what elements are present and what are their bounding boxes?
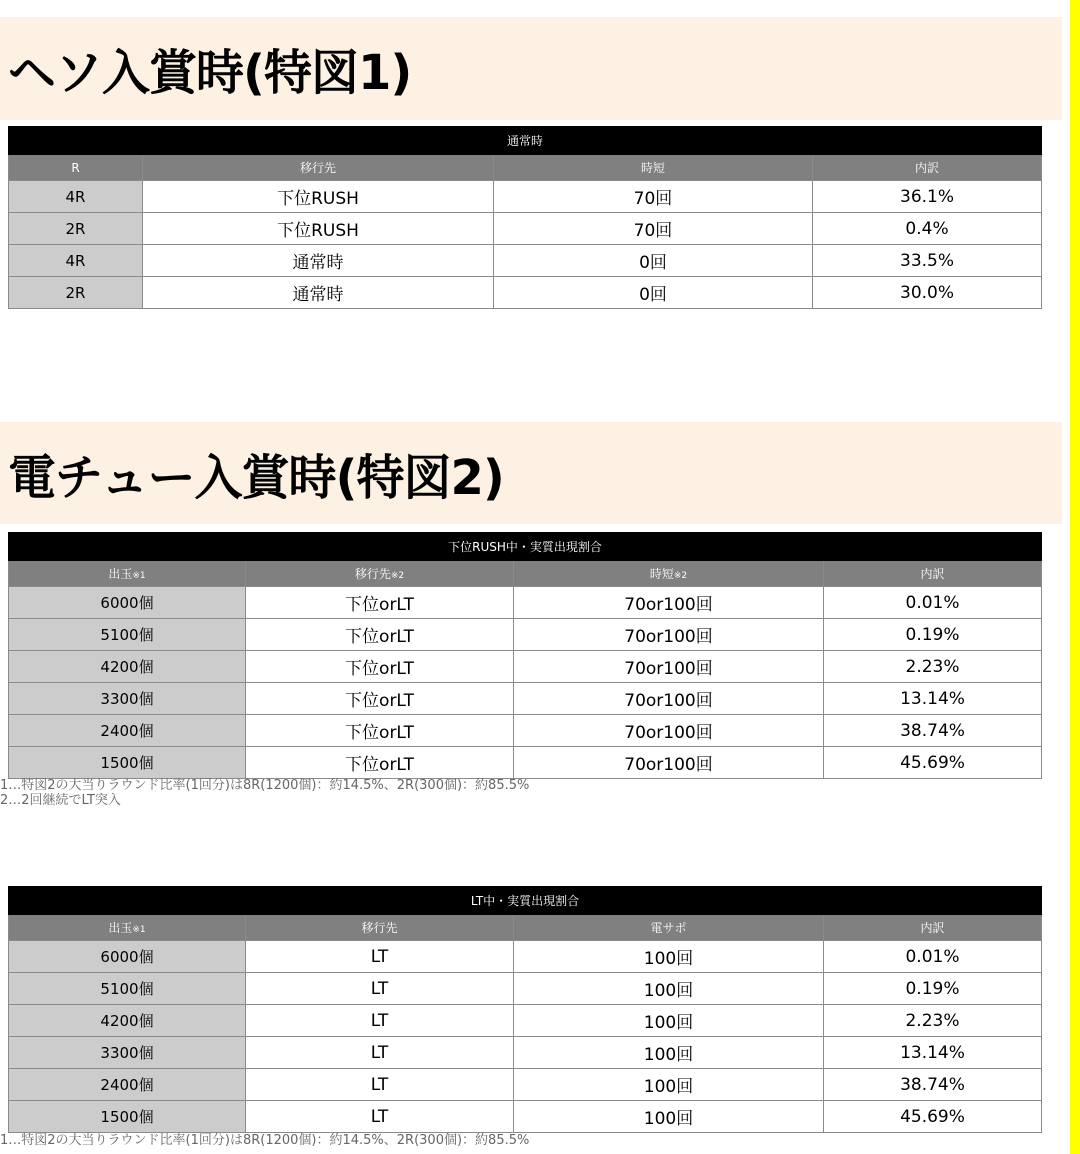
- table-cell: 0.01%: [824, 941, 1042, 973]
- table-cell: LT: [246, 973, 514, 1005]
- table-row: [9, 245, 1042, 277]
- table-cell: 100回: [514, 973, 824, 1005]
- table-cell: 6000個: [9, 941, 246, 973]
- table-row: [9, 1037, 1042, 1069]
- section2-heading: 電チュー入賞時(特図2): [0, 422, 1062, 524]
- lt-table: [8, 886, 1042, 1133]
- rush-table: [8, 532, 1042, 779]
- table-row: [9, 973, 1042, 1005]
- table-cell: LT: [246, 1101, 514, 1133]
- table-cell: 下位orLT: [246, 651, 514, 683]
- table-cell: 13.14%: [824, 683, 1042, 715]
- table-row: [9, 1069, 1042, 1101]
- table-cell: 70or100回: [514, 587, 824, 619]
- table-cell: 70or100回: [514, 651, 824, 683]
- column-header: 移行先: [246, 915, 514, 941]
- table-cell: 3300個: [9, 1037, 246, 1069]
- table-row: [9, 181, 1042, 213]
- footnote: 2…2回継続でLT突入: [0, 793, 121, 808]
- table-title: 下位RUSH中・実質出現割合: [9, 533, 1042, 561]
- column-header: 内訳: [813, 155, 1042, 181]
- table-cell: 70回: [494, 213, 813, 245]
- table-row: [9, 651, 1042, 683]
- table-cell: 通常時: [143, 277, 494, 309]
- table-cell: 4200個: [9, 651, 246, 683]
- footnote: 1…特図2の大当りラウンド比率(1回分)は8R(1200個)：約14.5%、2R(300個)：約85.5%: [0, 1133, 530, 1148]
- column-header: 時短: [494, 155, 813, 181]
- table-cell: 下位orLT: [246, 747, 514, 779]
- table-cell: 下位orLT: [246, 715, 514, 747]
- table-row: [9, 715, 1042, 747]
- table-title: LT中・実質出現割合: [9, 887, 1042, 915]
- table-row: [9, 683, 1042, 715]
- table-cell: 0.4%: [813, 213, 1042, 245]
- table-row: [9, 1101, 1042, 1133]
- column-header: 内訳: [824, 561, 1042, 587]
- table-row: [9, 587, 1042, 619]
- footnote: 1…特図2の大当りラウンド比率(1回分)は8R(1200個)：約14.5%、2R(300個)：約85.5%: [0, 778, 530, 793]
- column-header: 移行先: [143, 155, 494, 181]
- table-cell: 5100個: [9, 973, 246, 1005]
- table-cell: 2.23%: [824, 651, 1042, 683]
- table-cell: 13.14%: [824, 1037, 1042, 1069]
- table-cell: 36.1%: [813, 181, 1042, 213]
- column-header: 出玉※1: [9, 915, 246, 941]
- table-cell: 100回: [514, 1037, 824, 1069]
- table-cell: 70回: [494, 181, 813, 213]
- table-cell: 0.19%: [824, 619, 1042, 651]
- table-cell: 100回: [514, 941, 824, 973]
- table-cell: 33.5%: [813, 245, 1042, 277]
- table-cell: 70or100回: [514, 619, 824, 651]
- table-cell: LT: [246, 1069, 514, 1101]
- table-cell: 70or100回: [514, 715, 824, 747]
- table-cell: 通常時: [143, 245, 494, 277]
- table-cell: 38.74%: [824, 715, 1042, 747]
- table-row: [9, 619, 1042, 651]
- table-cell: 1500個: [9, 747, 246, 779]
- table-cell: 下位orLT: [246, 683, 514, 715]
- table-cell: LT: [246, 1037, 514, 1069]
- table-title: 通常時: [9, 127, 1042, 155]
- table-cell: 4200個: [9, 1005, 246, 1037]
- column-header: R: [9, 155, 143, 181]
- table-cell: 100回: [514, 1005, 824, 1037]
- table-cell: 下位orLT: [246, 619, 514, 651]
- table-cell: 100回: [514, 1069, 824, 1101]
- table-cell: LT: [246, 1005, 514, 1037]
- table-cell: 2400個: [9, 715, 246, 747]
- table-cell: 下位RUSH: [143, 213, 494, 245]
- table-cell: 2R: [9, 213, 143, 245]
- rush-table-notes: [0, 778, 529, 808]
- column-header: 移行先※2: [246, 561, 514, 587]
- table-row: [9, 747, 1042, 779]
- table-cell: 2400個: [9, 1069, 246, 1101]
- table-cell: 3300個: [9, 683, 246, 715]
- table-cell: 45.69%: [824, 747, 1042, 779]
- table-cell: 30.0%: [813, 277, 1042, 309]
- table-cell: LT: [246, 941, 514, 973]
- column-header: 内訳: [824, 915, 1042, 941]
- table-cell: 1500個: [9, 1101, 246, 1133]
- table-row: [9, 941, 1042, 973]
- section1-table: [8, 126, 1042, 309]
- table-cell: 4R: [9, 245, 143, 277]
- side-bar: [1070, 0, 1080, 1154]
- table-cell: 0回: [494, 245, 813, 277]
- table-cell: 下位orLT: [246, 587, 514, 619]
- table-cell: 38.74%: [824, 1069, 1042, 1101]
- table-cell: 6000個: [9, 587, 246, 619]
- table-cell: 0回: [494, 277, 813, 309]
- table-cell: 4R: [9, 181, 143, 213]
- table-row: [9, 213, 1042, 245]
- table-cell: 70or100回: [514, 683, 824, 715]
- table-cell: 0.19%: [824, 973, 1042, 1005]
- table-cell: 下位RUSH: [143, 181, 494, 213]
- column-header: 時短※2: [514, 561, 824, 587]
- column-header: 電サポ: [514, 915, 824, 941]
- section1-heading: ヘソ入賞時(特図1): [0, 17, 1062, 120]
- lt-table-notes: [0, 1133, 529, 1148]
- table-cell: 5100個: [9, 619, 246, 651]
- table-cell: 70or100回: [514, 747, 824, 779]
- table-row: [9, 277, 1042, 309]
- table-row: [9, 1005, 1042, 1037]
- table-cell: 2.23%: [824, 1005, 1042, 1037]
- table-cell: 0.01%: [824, 587, 1042, 619]
- table-cell: 100回: [514, 1101, 824, 1133]
- column-header: 出玉※1: [9, 561, 246, 587]
- table-cell: 45.69%: [824, 1101, 1042, 1133]
- table-cell: 2R: [9, 277, 143, 309]
